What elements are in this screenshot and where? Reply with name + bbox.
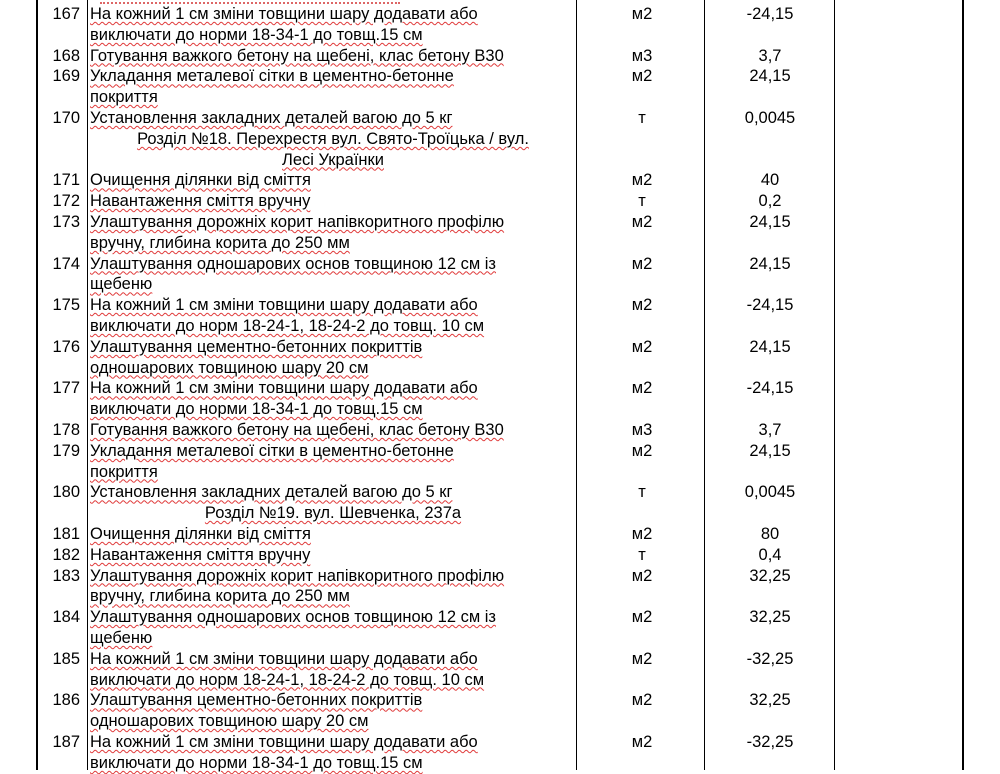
quantity: 80 (760, 525, 780, 543)
work-description-line: одношарових товщиною шару 20 см (90, 712, 369, 731)
work-description-line: щебеню (90, 275, 153, 294)
row-number: 184 (52, 608, 80, 627)
unit-of-measure: м2 (631, 5, 653, 23)
unit-of-measure: т (638, 545, 646, 564)
unit-of-measure: м2 (631, 171, 653, 190)
row-number: 168 (52, 46, 80, 65)
unit-of-measure: т (638, 483, 646, 502)
work-description (90, 378, 560, 420)
quantity: 40 (760, 171, 780, 190)
column-divider-unit (704, 0, 705, 770)
row-number: 173 (52, 213, 80, 231)
quantity: 24,15 (749, 67, 791, 86)
row-number: 180 (52, 483, 80, 502)
quantity: 24,15 (749, 337, 791, 356)
unit-of-measure: м3 (631, 421, 653, 439)
table-border-left (36, 0, 38, 770)
unit-of-measure: м2 (631, 337, 653, 356)
unit-of-measure: м2 (631, 67, 653, 86)
quantity: 32,25 (749, 566, 791, 585)
work-description-line: Улаштування цементно-бетонних покриттів (90, 337, 423, 356)
work-description-line: Навантаження сміття вручну (90, 545, 311, 564)
quantity: 32,25 (749, 691, 791, 710)
quantity: 3,7 (758, 46, 782, 65)
work-description (90, 254, 560, 296)
quantity: -24,15 (746, 296, 794, 315)
row-number: 167 (52, 5, 80, 23)
work-description-line: На кожний 1 см зміни товщини шару додавати або (90, 733, 478, 751)
work-description-line: Готування важкого бетону на щебені, клас бетону В30 (90, 421, 504, 439)
work-description (90, 545, 560, 566)
row-number: 185 (52, 649, 80, 668)
unit-of-measure: м2 (631, 213, 653, 231)
work-description-line: виключати до норми 18-34-1 до товщ.15 см (90, 753, 423, 772)
work-description-line: виключати до норми 18-34-1 до товщ.15 см (90, 400, 423, 419)
work-description (90, 607, 560, 649)
work-description-line: Улаштування цементно-бетонних покриттів (90, 691, 423, 710)
work-description (90, 337, 560, 379)
work-description (90, 732, 560, 774)
section-title-line: Розділ №18. Перехрестя вул. Свято-Троїцька / вул. (137, 129, 529, 148)
column-divider-quantity (834, 0, 835, 770)
work-description-line: На кожний 1 см зміни товщини шару додавати або (90, 379, 478, 398)
work-description (90, 4, 560, 46)
work-description (90, 170, 560, 191)
unit-of-measure: м2 (631, 525, 653, 543)
unit-of-measure: м3 (631, 46, 653, 65)
quantity: 24,15 (749, 254, 791, 273)
section-title-line: Лесі Українки (282, 150, 384, 169)
work-description-line: одношарових товщиною шару 20 см (90, 358, 369, 377)
section-title-line: Розділ №19. вул. Шевченка, 237а (204, 504, 462, 523)
work-description-line: Очищення ділянки від сміття (90, 525, 311, 543)
quantity: 0,4 (758, 545, 782, 564)
unit-of-measure: м2 (631, 441, 653, 460)
work-description-line: вручну, глибина корита до 250 мм (90, 587, 350, 606)
unit-of-measure: м2 (631, 566, 653, 585)
work-description-line: Навантаження сміття вручну (90, 192, 311, 211)
row-number: 183 (52, 566, 80, 585)
unit-of-measure: м2 (631, 379, 653, 398)
unit-of-measure: м2 (631, 254, 653, 273)
column-divider-number (87, 0, 88, 770)
row-number: 174 (52, 254, 80, 273)
unit-of-measure: т (638, 192, 646, 211)
row-number: 175 (52, 296, 80, 315)
work-description-line: На кожний 1 см зміни товщини шару додавати або (90, 649, 478, 668)
work-description-line: Улаштування дорожніх корит напівкоритного профілю (90, 566, 505, 585)
work-description-line: Улаштування одношарових основ товщиною 12 см із (90, 608, 496, 627)
work-description-line: виключати до норм 18-24-1, 18-24-2 до товщ. 10 см (90, 670, 485, 689)
row-number: 182 (52, 545, 80, 564)
unit-of-measure: м2 (631, 608, 653, 627)
work-description-line: виключати до норми 18-34-1 до товщ.15 см (90, 25, 423, 44)
work-description-line: покриття (90, 462, 158, 481)
quantity: 32,25 (749, 608, 791, 627)
unit-of-measure: м2 (631, 691, 653, 710)
work-description (90, 191, 560, 212)
quantity: 24,15 (749, 213, 791, 231)
row-number: 181 (52, 525, 80, 543)
work-description (90, 295, 560, 337)
quantity: 0,2 (758, 192, 782, 211)
work-description-line: вручну, глибина корита до 250 мм (90, 233, 350, 252)
unit-of-measure: т (638, 109, 646, 127)
work-description-line: виключати до норм 18-24-1, 18-24-2 до товщ. 10 см (90, 316, 485, 335)
quantity: 0,0045 (744, 483, 796, 502)
unit-of-measure: м2 (631, 733, 653, 751)
work-description (90, 690, 560, 732)
quantity: -24,15 (746, 5, 794, 23)
work-description (90, 108, 560, 129)
work-description-line: Укладання металевої сітки в цементно-бетонне (90, 441, 454, 460)
work-description-line: На кожний 1 см зміни товщини шару додавати або (90, 296, 478, 315)
row-number: 186 (52, 691, 80, 710)
row-number: 176 (52, 337, 80, 356)
quantity: 0,0045 (744, 109, 796, 127)
quantity: -32,25 (746, 733, 794, 751)
row-number: 171 (52, 171, 80, 190)
row-number: 179 (52, 441, 80, 460)
work-description-line: Улаштування одношарових основ товщиною 12 см із (90, 254, 496, 273)
work-description-line: Готування важкого бетону на щебені, клас бетону В30 (90, 46, 504, 65)
section-title (90, 129, 576, 171)
work-description (90, 649, 560, 691)
work-description (90, 566, 560, 608)
column-divider-name (576, 0, 577, 770)
work-description-line: Укладання металевої сітки в цементно-бетонне (90, 67, 454, 86)
work-description (90, 420, 560, 441)
quantity: 3,7 (758, 421, 782, 439)
work-description-line: Установлення закладних деталей вагою до 5 кг (90, 483, 453, 502)
work-description (90, 66, 560, 108)
work-description-line: Установлення закладних деталей вагою до 5 кг (90, 109, 453, 127)
quantity: -32,25 (746, 649, 794, 668)
work-description-line: Очищення ділянки від сміття (90, 171, 311, 190)
table-border-right (962, 0, 964, 770)
row-number: 169 (52, 67, 80, 86)
work-description-line: На кожний 1 см зміни товщини шару додавати або (90, 5, 478, 23)
row-number: 172 (52, 192, 80, 211)
work-description (90, 441, 560, 483)
row-number: 178 (52, 421, 80, 439)
work-description (90, 46, 560, 67)
work-description (90, 482, 560, 503)
section-title (90, 503, 576, 524)
quantity: 24,15 (749, 441, 791, 460)
row-number: 187 (52, 733, 80, 751)
work-description (90, 524, 560, 545)
row-number: 177 (52, 379, 80, 398)
unit-of-measure: м2 (631, 296, 653, 315)
quantity: -24,15 (746, 379, 794, 398)
row-number: 170 (52, 109, 80, 127)
work-description-line: щебеню (90, 628, 153, 647)
work-description-line: покриття (90, 88, 158, 107)
work-description (90, 212, 560, 254)
work-description-line: Улаштування дорожніх корит напівкоритного профілю (90, 213, 505, 231)
unit-of-measure: м2 (631, 649, 653, 668)
